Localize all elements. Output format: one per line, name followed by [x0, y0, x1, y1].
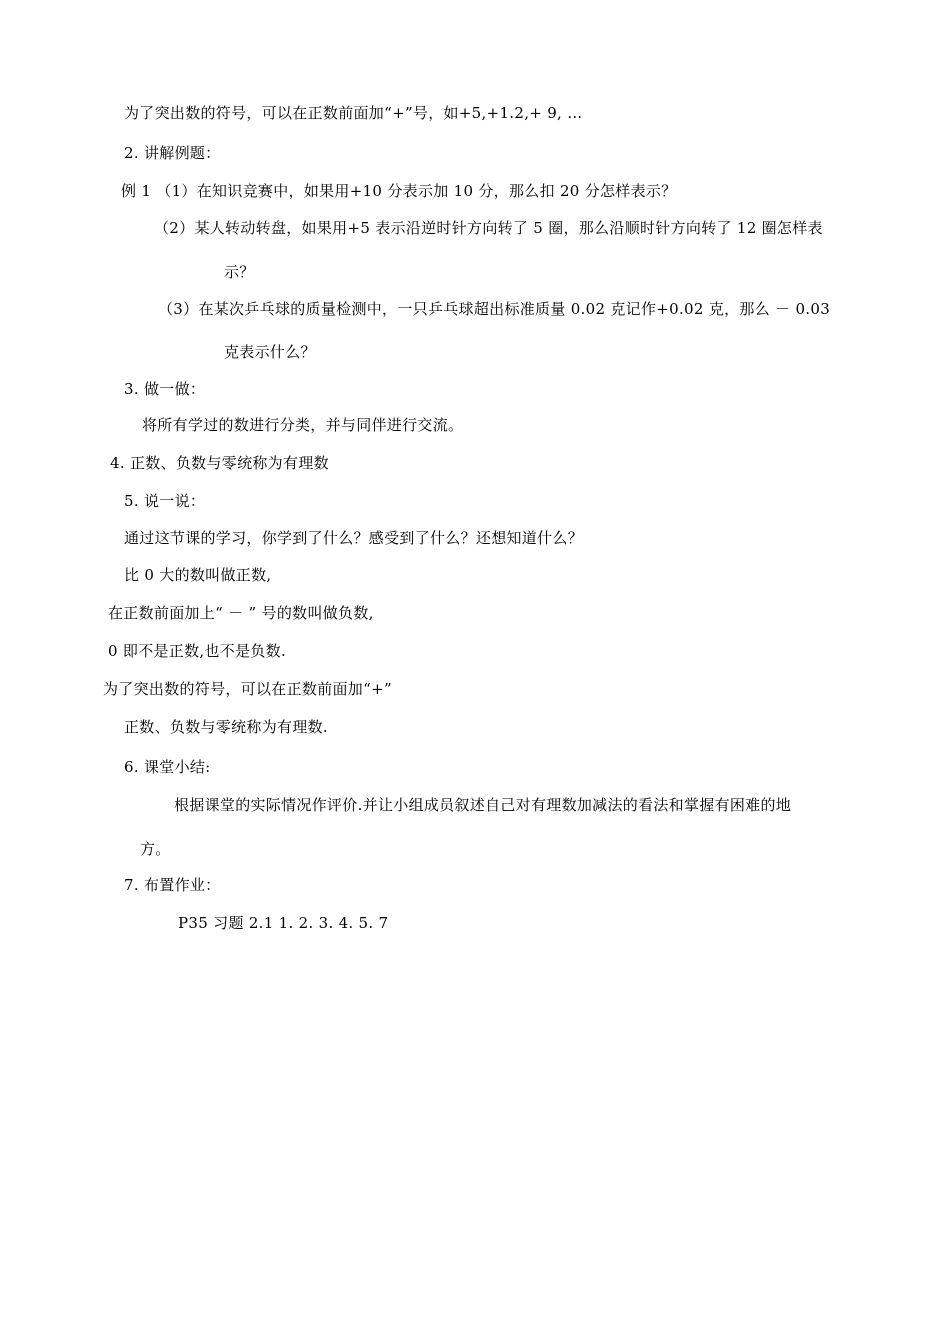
section-heading: 6. 课堂小结:	[124, 758, 211, 776]
text-line: 方。	[140, 840, 171, 858]
example-line: 示？	[224, 263, 255, 281]
text-line: 将所有学过的数进行分类，并与同伴进行交流。	[142, 416, 464, 434]
example-line: （2）某人转动转盘，如果用+5 表示沿逆时针方向转了 5 圈，那么沿顺时针方向转了 12 圈怎样表	[154, 219, 823, 237]
text-line: 0 即不是正数,也不是负数.	[108, 642, 287, 660]
example-line: 例 1 （1）在知识竞赛中，如果用+10 分表示加 10 分，那么扣 20 分怎样表示？	[121, 182, 677, 200]
text-line: 为了突出数的符号，可以在正数前面加“+”	[103, 680, 392, 698]
text-line: 正数、负数与零统称为有理数.	[124, 718, 328, 736]
section-heading: 4. 正数、负数与零统称为有理数	[110, 454, 329, 472]
example-line: 克表示什么？	[224, 343, 316, 361]
text-line: 通过这节课的学习，你学到了什么？感受到了什么？还想知道什么？	[124, 529, 584, 547]
text-line: 比 0 大的数叫做正数,	[124, 566, 272, 584]
text-line: 根据课堂的实际情况作评价.并让小组成员叙述自己对有理数加减法的看法和掌握有困难的地	[174, 796, 792, 814]
text-line: 为了突出数的符号，可以在正数前面加“+”号，如+5,+1.2,+ 9, …	[124, 104, 583, 122]
section-heading: 7. 布置作业：	[124, 876, 221, 894]
text-line: 在正数前面加上“ － ” 号的数叫做负数,	[108, 604, 374, 622]
section-heading: 3. 做一做：	[124, 380, 206, 398]
section-heading: 5. 说一说：	[124, 492, 206, 510]
example-line: （3）在某次乒乓球的质量检测中，一只乒乓球超出标准质量 0.02 克记作+0.02 克，那么 － 0.03	[158, 300, 831, 318]
homework-line: P35 习题 2.1 1. 2. 3. 4. 5. 7	[178, 914, 389, 932]
section-heading: 2. 讲解例题：	[124, 144, 221, 162]
